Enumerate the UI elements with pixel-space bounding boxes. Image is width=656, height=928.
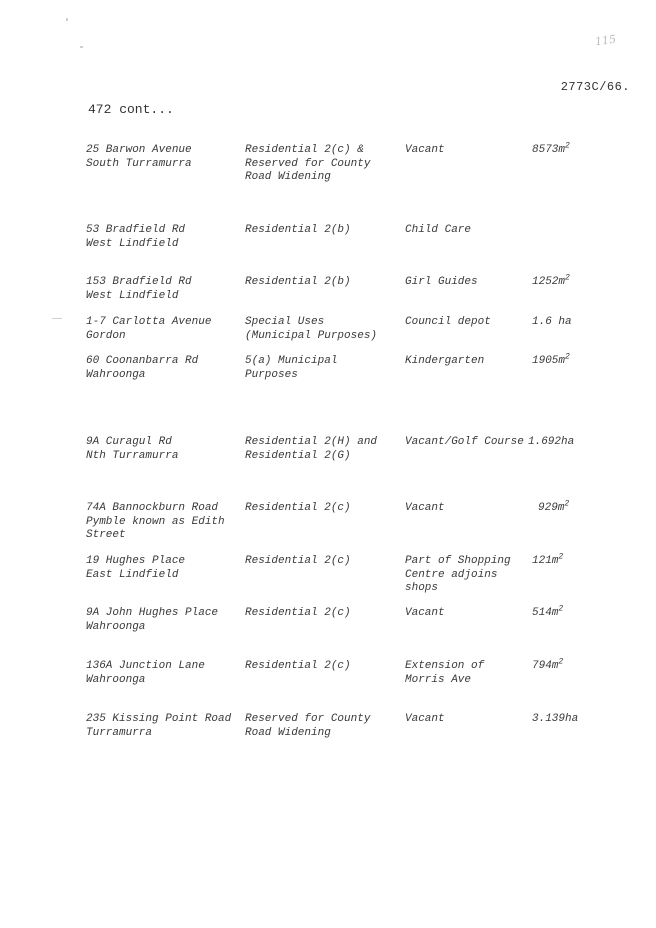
zoning-cell: Reserved for County Road Widening: [245, 713, 371, 739]
address-cell: 19 Hughes Place East Lindfield: [86, 555, 186, 581]
address-cell: 9A Curagul Rd Nth Turramurra: [86, 436, 179, 462]
zoning-cell: Residential 2(c): [245, 607, 351, 619]
area-cell: [532, 657, 632, 674]
address-cell: 25 Barwon Avenue South Turramurra: [86, 144, 192, 170]
use-cell: Child Care: [405, 224, 472, 236]
page-folio: 115: [594, 32, 617, 49]
address-cell: 235 Kissing Point Road Turramurra: [86, 713, 232, 739]
continuation-heading: 472 cont...: [88, 102, 174, 117]
area-cell: [532, 713, 632, 727]
zoning-cell: Residential 2(c): [245, 660, 351, 672]
area-cell: [532, 552, 632, 569]
area-value: 3.139ha: [532, 713, 579, 725]
area-unit-superscript: 2: [558, 552, 564, 562]
zoning-cell: Special Uses (Municipal Purposes): [245, 316, 378, 342]
area-cell: [532, 273, 632, 290]
area-value: 8573m: [532, 144, 566, 156]
use-cell: Kindergarten: [405, 355, 485, 367]
area-value: 1.692ha: [528, 436, 575, 448]
area-cell: [532, 604, 632, 621]
zoning-cell: Residential 2(c) & Reserved for County Road Widening: [245, 144, 371, 183]
area-value: 121m: [532, 555, 559, 567]
area-unit-superscript: 2: [564, 499, 570, 509]
address-cell: 1-7 Carlotta Avenue Gordon: [86, 316, 212, 342]
address-cell: 53 Bradfield Rd West Lindfield: [86, 224, 186, 250]
use-cell: Girl Guides: [405, 276, 478, 288]
address-cell: 153 Bradfield Rd West Lindfield: [86, 276, 192, 302]
scan-speck: [52, 318, 62, 319]
area-cell: [532, 352, 632, 369]
address-cell: 60 Coonanbarra Rd Wahroonga: [86, 355, 199, 381]
area-unit-superscript: 2: [565, 352, 570, 362]
address-cell: 9A John Hughes Place Wahroonga: [86, 607, 219, 633]
use-cell: Part of Shopping Centre adjoins shops: [405, 555, 511, 594]
area-cell: [532, 141, 632, 158]
zoning-cell: Residential 2(b): [245, 224, 351, 236]
area-value: 929m: [538, 502, 565, 514]
area-cell: [528, 436, 628, 450]
reference-number: 2773C/66.: [560, 80, 630, 94]
use-cell: Vacant: [405, 144, 445, 156]
use-cell: Vacant/Golf Course: [405, 436, 524, 448]
use-cell: Vacant: [405, 713, 445, 725]
zoning-cell: Residential 2(b): [245, 276, 351, 288]
zoning-cell: Residential 2(c): [245, 555, 351, 567]
use-cell: Council depot: [405, 316, 491, 328]
use-cell: Vacant: [405, 502, 445, 514]
area-value: 514m: [532, 607, 559, 619]
area-unit-superscript: 2: [558, 604, 564, 614]
zoning-cell: Residential 2(c): [245, 502, 351, 514]
area-cell: [538, 499, 638, 516]
area-value: 794m: [532, 660, 559, 672]
area-unit-superscript: 2: [565, 273, 570, 283]
use-cell: Vacant: [405, 607, 445, 619]
area-unit-superscript: 2: [565, 141, 570, 151]
area-unit-superscript: 2: [558, 657, 564, 667]
address-cell: 74A Bannockburn Road Pymble known as Edith Street: [86, 502, 225, 541]
area-cell: [532, 316, 632, 330]
scan-speck: [80, 46, 83, 48]
area-value: 1.6 ha: [532, 316, 572, 328]
address-cell: 136A Junction Lane Wahroonga: [86, 660, 205, 686]
zoning-cell: 5(a) Municipal Purposes: [245, 355, 338, 381]
use-cell: Extension of Morris Ave: [405, 660, 485, 686]
scan-speck: [66, 18, 68, 21]
area-value: 1252m: [532, 276, 566, 288]
zoning-cell: Residential 2(H) and Residential 2(G): [245, 436, 378, 462]
area-value: 1905m: [532, 355, 566, 367]
